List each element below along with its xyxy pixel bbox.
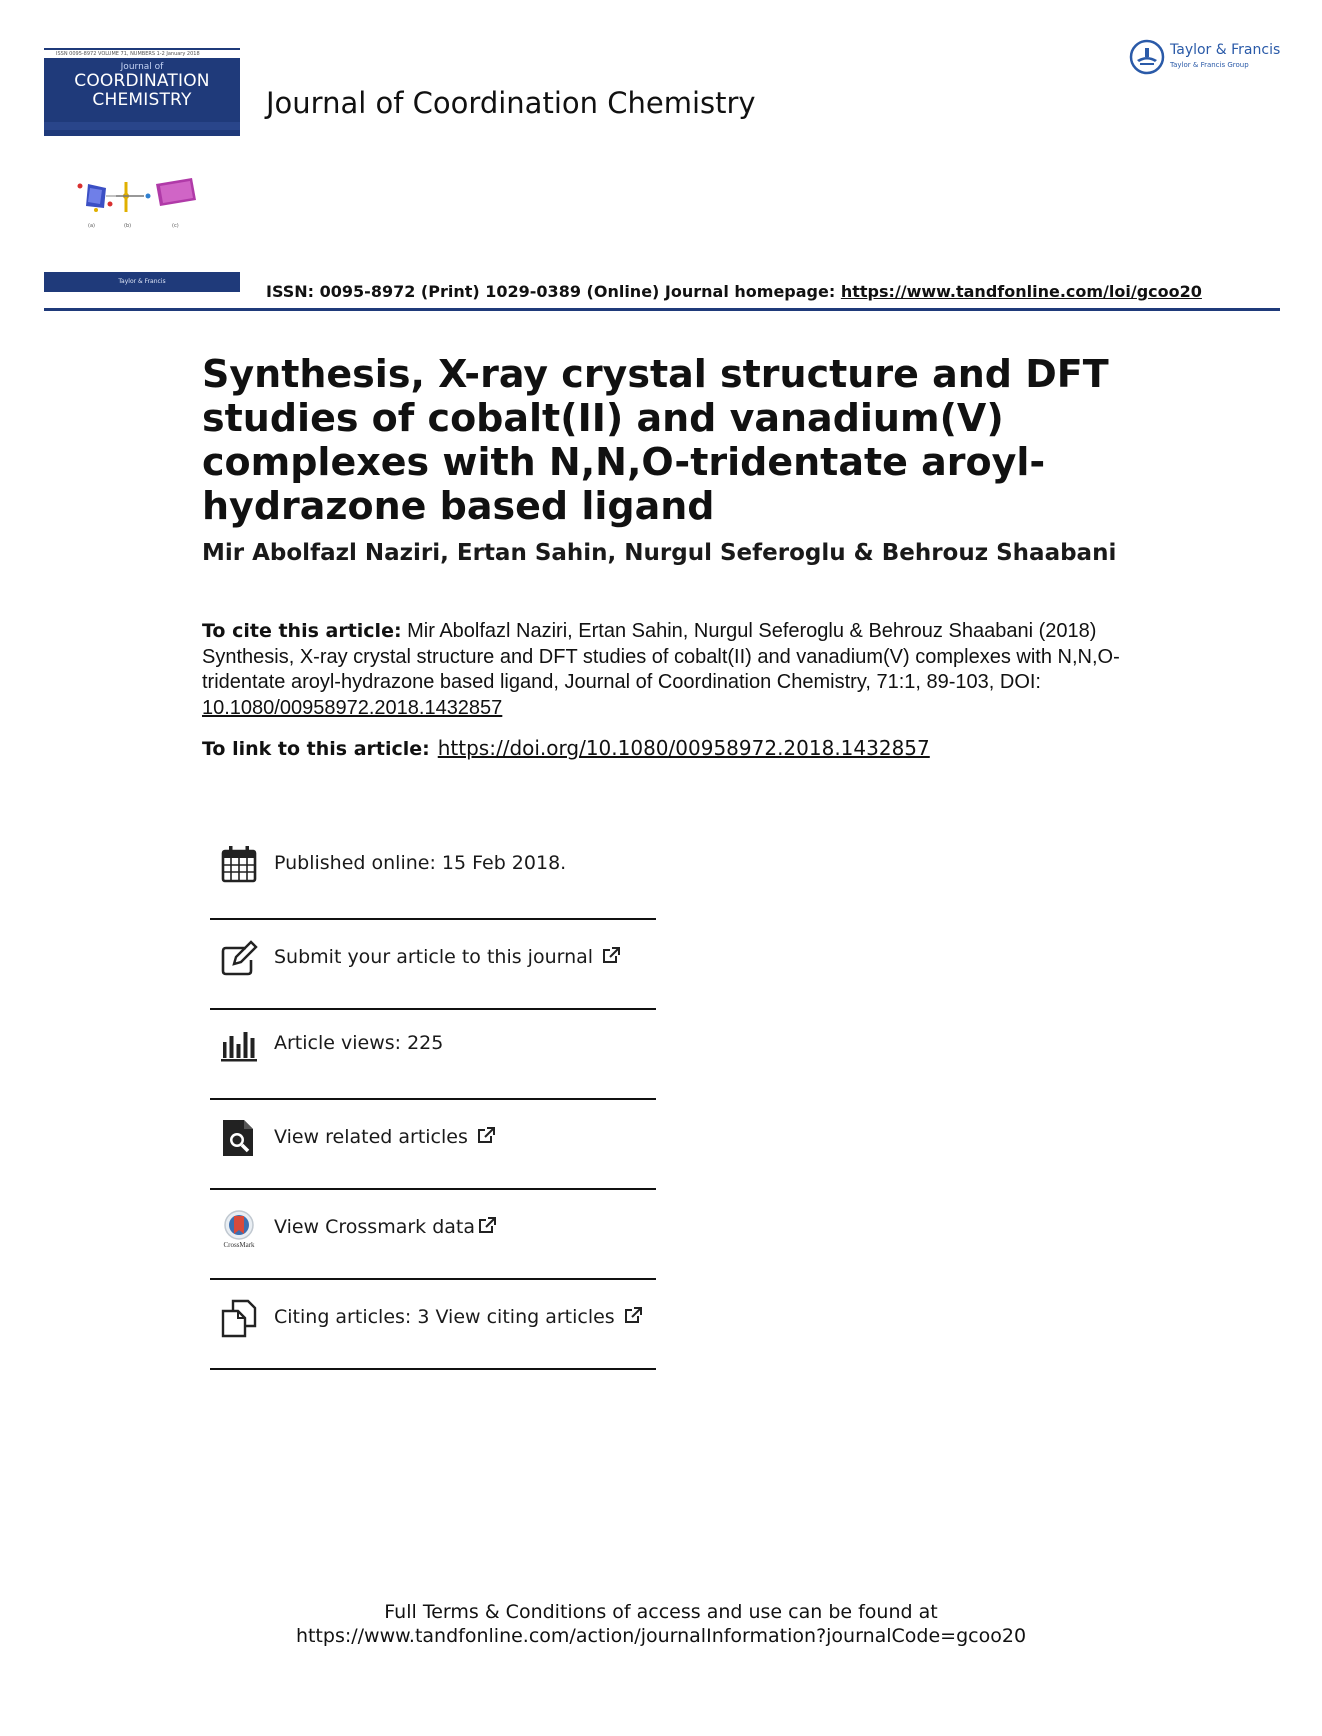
issn-line bbox=[266, 282, 1202, 301]
citation-block bbox=[202, 619, 1142, 721]
external-link-icon bbox=[601, 946, 621, 964]
terms-footer bbox=[0, 1600, 1322, 1648]
crossmark-row[interactable] bbox=[210, 1200, 656, 1252]
related-articles-label: View related articles bbox=[274, 1126, 468, 1148]
published-online-row bbox=[210, 836, 656, 888]
journal-title: Journal of Coordination Chemistry bbox=[266, 86, 756, 120]
citing-articles-link[interactable] bbox=[274, 1306, 643, 1328]
info-divider bbox=[210, 1368, 656, 1370]
article-views-text: Article views: 225 bbox=[274, 1032, 444, 1054]
edit-icon bbox=[220, 938, 258, 978]
header-divider bbox=[44, 308, 1280, 311]
cover-title-line1: COORDINATION bbox=[74, 71, 210, 91]
info-divider bbox=[210, 1188, 656, 1190]
published-online-text: Published online: 15 Feb 2018. bbox=[274, 852, 567, 874]
issn-text: ISSN: 0095-8972 (Print) 1029-0389 (Online) Journal homepage: bbox=[266, 282, 841, 301]
submit-article-row[interactable] bbox=[210, 930, 656, 982]
calendar-icon bbox=[220, 844, 258, 884]
svg-text:(c): (c) bbox=[172, 223, 179, 229]
info-divider bbox=[210, 1008, 656, 1010]
cover-journal-of: Journal of bbox=[120, 62, 164, 72]
article-views-row bbox=[210, 1016, 656, 1068]
svg-text:(b): (b) bbox=[124, 223, 132, 229]
cover-meta: ISSN 0095-8972 VOLUME 71, NUMBERS 1-2 January 2018 bbox=[44, 50, 240, 58]
external-link-icon bbox=[476, 1126, 496, 1144]
cover-molecule-illustration bbox=[68, 172, 228, 234]
copy-documents-icon bbox=[220, 1298, 258, 1338]
terms-footer-link[interactable]: https://www.tandfonline.com/action/journalInformation?journalCode=gcoo20 bbox=[295, 1625, 1027, 1647]
cover-publisher-strip: Taylor & Francis bbox=[44, 272, 240, 292]
crossmark-label: View Crossmark data bbox=[274, 1216, 476, 1238]
external-link-icon bbox=[477, 1216, 497, 1234]
document-search-icon bbox=[220, 1118, 258, 1158]
info-divider bbox=[210, 1098, 656, 1100]
journal-homepage-link[interactable]: https://www.tandfonline.com/loi/gcoo20 bbox=[840, 282, 1202, 301]
cover-editor-strip bbox=[44, 122, 240, 130]
bar-chart-icon bbox=[220, 1024, 258, 1064]
external-link-icon bbox=[623, 1306, 643, 1324]
publisher-logo[interactable] bbox=[1128, 38, 1288, 78]
submit-article-link[interactable] bbox=[274, 946, 621, 968]
related-articles-link[interactable] bbox=[274, 1126, 496, 1148]
citation-label: To cite this article: bbox=[202, 620, 402, 642]
terms-footer-line1: Full Terms & Conditions of access and use can be found at bbox=[384, 1601, 938, 1623]
info-divider bbox=[210, 918, 656, 920]
journal-cover-thumbnail bbox=[44, 48, 240, 136]
taylor-francis-logo-icon bbox=[1128, 38, 1166, 76]
citation-text: Mir Abolfazl Naziri, Ertan Sahin, Nurgul Seferoglu & Behrouz Shaabani (2018) Synthesis, X-ray crystal structure and DFT studies of cobalt(II) and vanadium(V) complexes with N,N,O-tridentate aroyl-hydrazone based ligand, Journal of Coordination Chemistry, 71:1, 89-103, DOI: bbox=[202, 620, 1120, 693]
article-link-label: To link to this article: bbox=[202, 738, 430, 760]
citing-articles-label: Citing articles: 3 View citing articles bbox=[274, 1306, 615, 1328]
citation-doi-link[interactable]: 10.1080/00958972.2018.1432857 bbox=[202, 696, 503, 719]
svg-text:(a): (a) bbox=[88, 223, 95, 229]
publisher-group: Taylor & Francis Group bbox=[1170, 61, 1249, 69]
submit-article-label: Submit your article to this journal bbox=[274, 946, 594, 968]
article-authors: Mir Abolfazl Naziri, Ertan Sahin, Nurgul Seferoglu & Behrouz Shaabani bbox=[202, 540, 1117, 566]
related-articles-row[interactable] bbox=[210, 1110, 656, 1162]
publisher-name: Taylor & Francis bbox=[1170, 42, 1281, 58]
crossmark-logo-text: CrossMark bbox=[223, 1241, 255, 1248]
article-doi-link[interactable]: https://doi.org/10.1080/00958972.2018.1432857 bbox=[437, 736, 930, 760]
cover-title-line2: CHEMISTRY bbox=[92, 90, 192, 110]
article-link-line bbox=[202, 736, 930, 760]
crossmark-link[interactable] bbox=[274, 1216, 497, 1238]
citing-articles-row[interactable] bbox=[210, 1290, 656, 1342]
article-title: Synthesis, X-ray crystal structure and DFT studies of cobalt(II) and vanadium(V) complexes with N,N,O-tridentate aroyl-hydrazone based ligand bbox=[202, 352, 1109, 528]
crossmark-icon bbox=[220, 1208, 258, 1248]
info-divider bbox=[210, 1278, 656, 1280]
